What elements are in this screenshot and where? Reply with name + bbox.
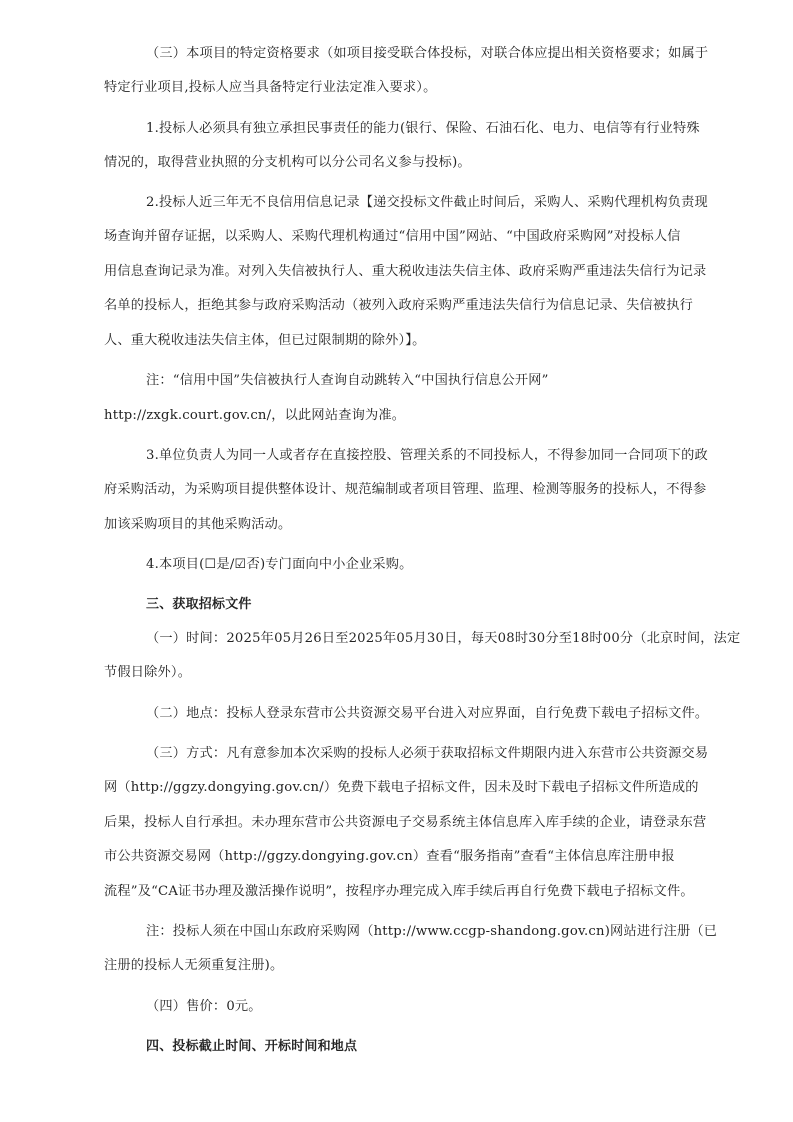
requirement-2-line-cont: 场查询并留存证据，以采购人、采购代理机构通过“信用中国”网站、“中国政府采购网”对投标人信 (104, 229, 681, 244)
obtain-method-line-cont: 市公共资源交易网（http://ggzy.dongying.gov.cn）查看“服务指南”查看“主体信息库注册申报 (104, 849, 675, 864)
obtain-method-line-cont: 流程”及“CA证书办理及激活操作说明”，按程序办理完成入库手续后再自行免费下载电子招标文件。 (104, 884, 694, 899)
requirement-2-line-cont: 名单的投标人，拒绝其参与政府采购活动（被列入政府采购严重违法失信行为信息记录、失信被执行 (104, 298, 694, 313)
requirement-2-line-cont: 人、重大税收违法失信主体，但已过限制期的除外）】。 (104, 333, 426, 348)
note-registration-line: 注：投标人须在中国山东政府采购网（http://www.ccgp-shandong.gov.cn)网站进行注册（已 (146, 924, 718, 939)
note-credit-url-line: http://zxgk.court.gov.cn/，以此网站查询为准。 (104, 408, 406, 423)
note-registration-line-cont: 注册的投标人无须重复注册)。 (104, 958, 284, 973)
qualification-heading-line: （三）本项目的特定资格要求（如项目接受联合体投标，对联合体应提出相关资格要求；如属于 (146, 46, 709, 61)
obtain-place-line: （二）地点：投标人登录东营市公共资源交易平台进入对应界面，自行免费下载电子招标文件。 (146, 706, 709, 721)
obtain-method-line-cont: 后果，投标人自行承担。未办理东营市公共资源电子交易系统主体信息库入库手续的企业，请登录东营 (104, 815, 707, 830)
section-3-heading: 三、获取招标文件 (146, 597, 252, 612)
section-4-heading: 四、投标截止时间、开标时间和地点 (146, 1039, 358, 1054)
requirement-4-line: 4.本项目(☐是/☑否)专门面向中小企业采购。 (146, 557, 413, 572)
requirement-2-line: 2.投标人近三年无不良信用信息记录【递交投标文件截止时间后，采购人、采购代理机构负责现 (146, 195, 708, 210)
obtain-time-line: （一）时间：2025年05月26日至2025年05月30日，每天08时30分至18时00分（北京时间，法定 (146, 631, 741, 646)
requirement-3-line-cont: 府采购活动，为采购项目提供整体设计、规范编制或者项目管理、监理、检测等服务的投标人，不得参 (104, 482, 707, 497)
requirement-1-line-cont: 情况的，取得营业执照的分支机构可以分公司名义参与投标)。 (104, 155, 471, 170)
obtain-method-line: （三）方式：凡有意参加本次采购的投标人必须于获取招标文件期限内进入东营市公共资源交易 (146, 746, 709, 761)
requirement-3-line: 3.单位负责人为同一人或者存在直接控股、管理关系的不同投标人，不得参加同一合同项下的政 (146, 448, 708, 463)
requirement-1-line: 1.投标人必须具有独立承担民事责任的能力(银行、保险、石油石化、电力、电信等有行业特殊 (146, 121, 700, 136)
qualification-heading-line-cont: 特定行业项目,投标人应当具备特定行业法定准入要求）。 (104, 80, 437, 95)
price-line: （四）售价：0元。 (146, 999, 262, 1014)
obtain-time-line-cont: 节假日除外）。 (104, 665, 192, 680)
obtain-method-line-cont: 网（http://ggzy.dongying.gov.cn/）免费下载电子招标文件，因未及时下载电子招标文件所造成的 (104, 780, 699, 795)
requirement-3-line-cont: 加该采购项目的其他采购活动。 (104, 517, 292, 532)
note-credit-line: 注：“信用中国”失信被执行人查询自动跳转入“中国执行信息公开网” (146, 373, 549, 388)
requirement-2-line-cont: 用信息查询记录为准。对列入失信被执行人、重大税收违法失信主体、政府采购严重违法失信行为记录 (104, 264, 707, 279)
